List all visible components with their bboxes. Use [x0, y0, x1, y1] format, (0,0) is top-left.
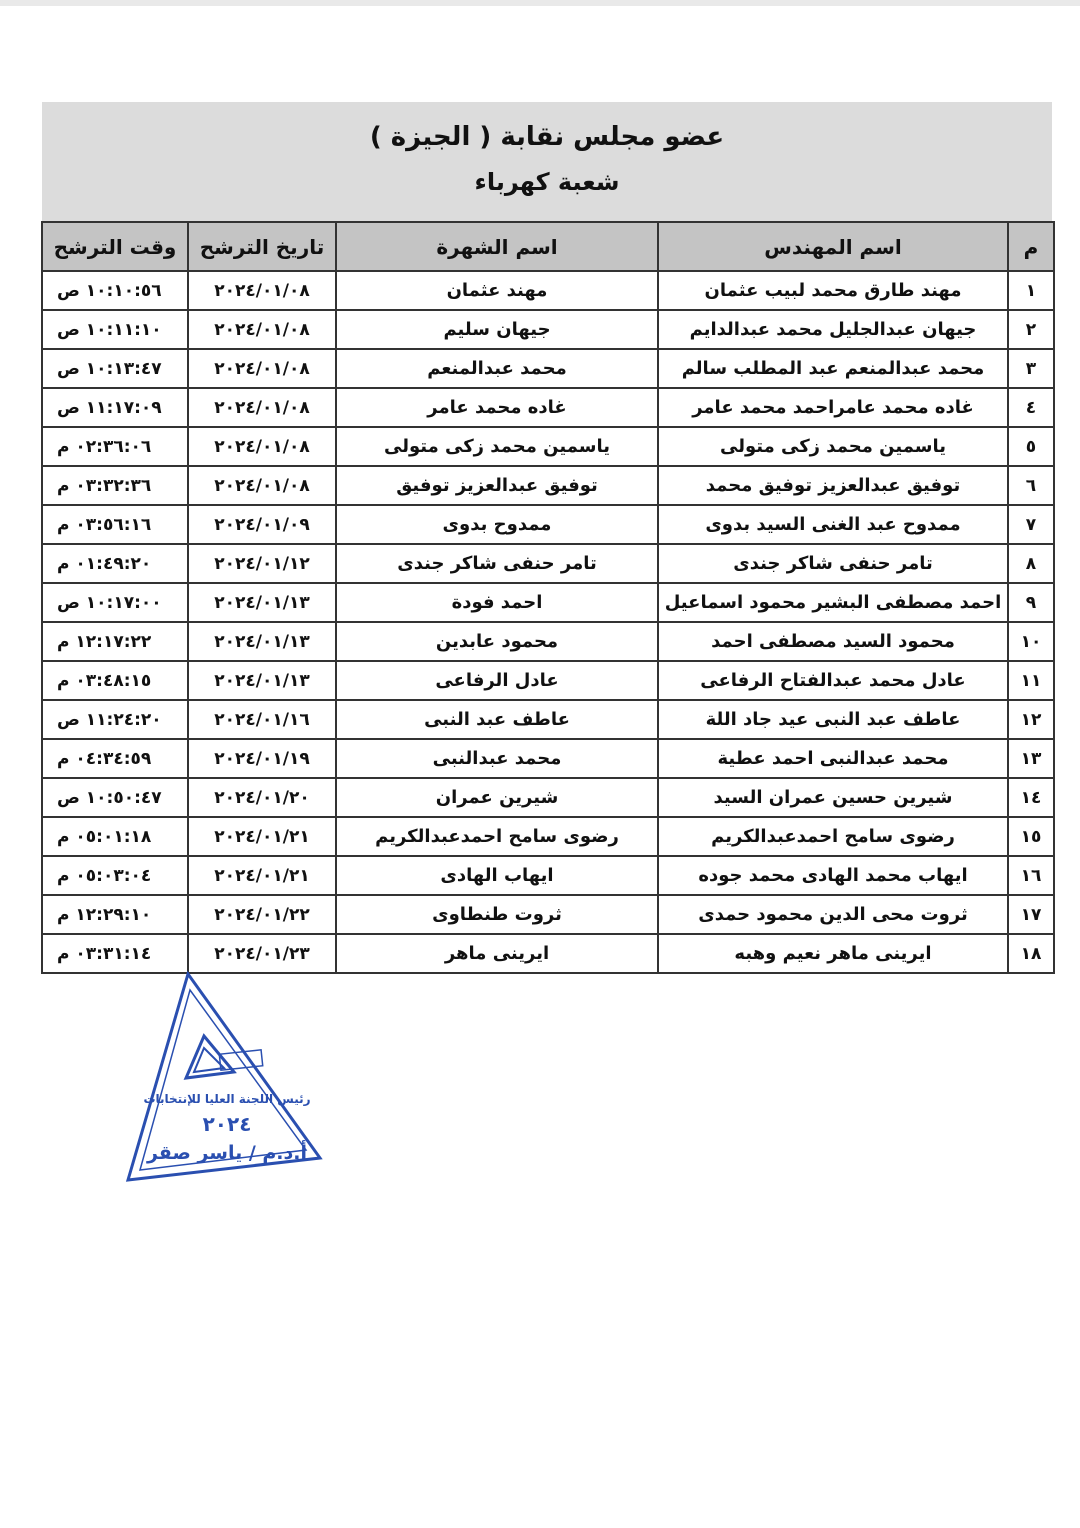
row-number: ١١ [1008, 661, 1054, 700]
table-row [42, 388, 1054, 427]
stamp-year: ٢٠٢٤ [202, 1112, 252, 1136]
known-name: احمد فودة [336, 583, 658, 622]
nomination-date: ٢٠٢٤/٠١/٠٨ [188, 271, 336, 310]
nomination-date: ٢٠٢٤/٠١/٠٩ [188, 505, 336, 544]
table-row [42, 271, 1054, 310]
nomination-date: ٢٠٢٤/٠١/٠٨ [188, 349, 336, 388]
row-number: ١٢ [1008, 700, 1054, 739]
column-header-engineer-name: اسم المهندس [658, 222, 1008, 271]
nomination-date: ٢٠٢٤/٠١/١٣ [188, 661, 336, 700]
nomination-time: ٠١:٤٩:٢٠ م [42, 544, 188, 583]
engineer-name: جيهان عبدالجليل محمد عبدالدايم [658, 310, 1008, 349]
table-body [42, 271, 1054, 973]
row-number: ٩ [1008, 583, 1054, 622]
known-name: توفيق عبدالعزيز توفيق [336, 466, 658, 505]
known-name: عاطف عبد النبى [336, 700, 658, 739]
known-name: شيرين عمران [336, 778, 658, 817]
document-header [42, 102, 1052, 222]
known-name: ايهاب الهادى [336, 856, 658, 895]
table-row [42, 856, 1054, 895]
known-name: محمد عبدالنبى [336, 739, 658, 778]
document-subtitle: شعبة كهرباء [474, 168, 620, 196]
row-number: ١٠ [1008, 622, 1054, 661]
table-row [42, 310, 1054, 349]
nomination-date: ٢٠٢٤/٠١/١٣ [188, 583, 336, 622]
table-row [42, 622, 1054, 661]
nomination-time: ٠٤:٣٤:٥٩ م [42, 739, 188, 778]
engineer-name: تامر حنفى شاكر جندى [658, 544, 1008, 583]
row-number: ١٨ [1008, 934, 1054, 973]
table-row [42, 349, 1054, 388]
nomination-time: ١٠:١١:١٠ ص [42, 310, 188, 349]
known-name: جيهان سليم [336, 310, 658, 349]
nomination-date: ٢٠٢٤/٠١/٠٨ [188, 466, 336, 505]
table-row [42, 817, 1054, 856]
nomination-date: ٢٠٢٤/٠١/٠٨ [188, 310, 336, 349]
known-name: مهند عثمان [336, 271, 658, 310]
engineer-name: توفيق عبدالعزيز توفيق محمد [658, 466, 1008, 505]
row-number: ١٣ [1008, 739, 1054, 778]
engineer-name: ياسمين محمد زكى متولى [658, 427, 1008, 466]
nomination-time: ١٠:١٠:٥٦ ص [42, 271, 188, 310]
engineer-name: ممدوح عبد الغنى السيد بدوى [658, 505, 1008, 544]
nomination-date: ٢٠٢٤/٠١/٠٨ [188, 388, 336, 427]
nomination-time: ١٢:٢٩:١٠ م [42, 895, 188, 934]
engineer-name: محمد عبدالنبى احمد عطية [658, 739, 1008, 778]
engineer-name: محمود السيد مصطفى احمد [658, 622, 1008, 661]
table-row [42, 895, 1054, 934]
nomination-date: ٢٠٢٤/٠١/١٩ [188, 739, 336, 778]
known-name: تامر حنفى شاكر جندى [336, 544, 658, 583]
nomination-time: ٠٣:٣٢:٣٦ م [42, 466, 188, 505]
column-header-time: وقت الترشح [42, 222, 188, 271]
candidates-table [41, 221, 1055, 974]
table-row [42, 739, 1054, 778]
table-row [42, 505, 1054, 544]
row-number: ١٦ [1008, 856, 1054, 895]
table-row [42, 661, 1054, 700]
column-header-number: م [1008, 222, 1054, 271]
row-number: ١ [1008, 271, 1054, 310]
stamp-signatory: أ.د.م / ياسر صقر [146, 1142, 308, 1164]
row-number: ٥ [1008, 427, 1054, 466]
nomination-date: ٢٠٢٤/٠١/٢٣ [188, 934, 336, 973]
row-number: ٧ [1008, 505, 1054, 544]
known-name: عادل الرفاعى [336, 661, 658, 700]
syndicate-logo-icon [186, 1036, 263, 1078]
row-number: ١٤ [1008, 778, 1054, 817]
table-row [42, 583, 1054, 622]
engineer-name: عادل محمد عبدالفتاح الرفاعى [658, 661, 1008, 700]
nomination-date: ٢٠٢٤/٠١/٢١ [188, 856, 336, 895]
engineer-name: غاده محمد عامراحمد محمد عامر [658, 388, 1008, 427]
nomination-date: ٢٠٢٤/٠١/٢٠ [188, 778, 336, 817]
nomination-time: ٠٣:٣١:١٤ م [42, 934, 188, 973]
engineer-name: ايرينى ماهر نعيم وهبه [658, 934, 1008, 973]
engineer-name: شيرين حسين عمران السيد [658, 778, 1008, 817]
nomination-time: ٠٥:٠٣:٠٤ م [42, 856, 188, 895]
row-number: ٦ [1008, 466, 1054, 505]
nomination-date: ٢٠٢٤/٠١/١٣ [188, 622, 336, 661]
row-number: ١٥ [1008, 817, 1054, 856]
known-name: غاده محمد عامر [336, 388, 658, 427]
known-name: ثروت طنطاوى [336, 895, 658, 934]
nomination-time: ١٢:١٧:٢٢ م [42, 622, 188, 661]
row-number: ٣ [1008, 349, 1054, 388]
known-name: ايرينى ماهر [336, 934, 658, 973]
engineer-name: رضوى سامح احمدعبدالكريم [658, 817, 1008, 856]
nomination-date: ٢٠٢٤/٠١/٠٨ [188, 427, 336, 466]
table-header-row [42, 222, 1054, 271]
nomination-time: ٠٥:٠١:١٨ م [42, 817, 188, 856]
nomination-date: ٢٠٢٤/٠١/١٢ [188, 544, 336, 583]
known-name: ياسمين محمد زكى متولى [336, 427, 658, 466]
table-row [42, 544, 1054, 583]
nomination-time: ١١:١٧:٠٩ ص [42, 388, 188, 427]
nomination-time: ١٠:٥٠:٤٧ ص [42, 778, 188, 817]
engineer-name: احمد مصطفى البشير محمود اسماعيل [658, 583, 1008, 622]
known-name: محمود عابدين [336, 622, 658, 661]
nomination-time: ٠٣:٤٨:١٥ م [42, 661, 188, 700]
table-row [42, 466, 1054, 505]
nomination-time: ١٠:١٣:٤٧ ص [42, 349, 188, 388]
engineer-name: ايهاب محمد الهادى محمد جوده [658, 856, 1008, 895]
row-number: ٨ [1008, 544, 1054, 583]
official-stamp [124, 966, 330, 1190]
nomination-date: ٢٠٢٤/٠١/٢٢ [188, 895, 336, 934]
page-top-edge [0, 0, 1080, 6]
nomination-date: ٢٠٢٤/٠١/٢١ [188, 817, 336, 856]
known-name: محمد عبدالمنعم [336, 349, 658, 388]
table-row [42, 700, 1054, 739]
row-number: ٢ [1008, 310, 1054, 349]
stamp-committee-label: رئيس اللجنة العليا للإنتخابات [143, 1092, 311, 1106]
row-number: ٤ [1008, 388, 1054, 427]
nomination-time: ٠٢:٣٦:٠٦ م [42, 427, 188, 466]
nomination-time: ١٠:١٧:٠٠ ص [42, 583, 188, 622]
table-row [42, 427, 1054, 466]
nomination-time: ٠٣:٥٦:١٦ م [42, 505, 188, 544]
row-number: ١٧ [1008, 895, 1054, 934]
document-title: عضو مجلس نقابة ( الجيزة ) [369, 122, 725, 152]
column-header-known-name: اسم الشهرة [336, 222, 658, 271]
known-name: رضوى سامح احمدعبدالكريم [336, 817, 658, 856]
engineer-name: ثروت محى الدين محمود حمدى [658, 895, 1008, 934]
known-name: ممدوح بدوى [336, 505, 658, 544]
engineer-name: مهند طارق محمد لبيب عثمان [658, 271, 1008, 310]
nomination-time: ١١:٢٤:٢٠ ص [42, 700, 188, 739]
column-header-date: تاريخ الترشح [188, 222, 336, 271]
engineer-name: محمد عبدالمنعم عبد المطلب سالم [658, 349, 1008, 388]
table-row [42, 778, 1054, 817]
engineer-name: عاطف عبد النبى عيد جاد اللة [658, 700, 1008, 739]
nomination-date: ٢٠٢٤/٠١/١٦ [188, 700, 336, 739]
